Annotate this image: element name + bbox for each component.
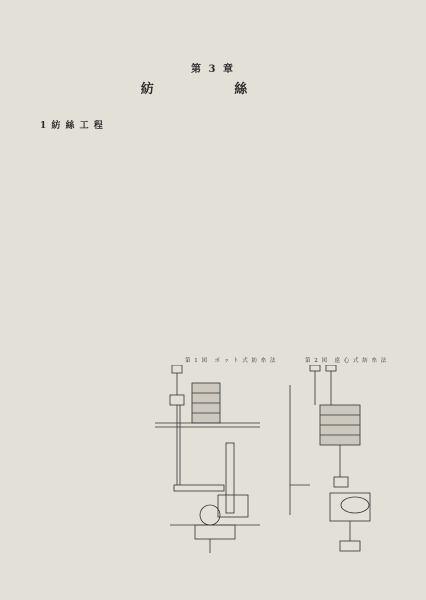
left-line — [36, 233, 208, 242]
right-line — [218, 141, 394, 150]
chapter-label: 第 3 章 — [191, 64, 235, 75]
left-line — [36, 243, 208, 252]
left-line — [36, 290, 208, 299]
left_bottom-line — [36, 391, 118, 400]
right-line — [218, 244, 394, 253]
right-line — [218, 132, 394, 141]
left-line — [36, 346, 208, 355]
left_bottom-line — [36, 428, 118, 437]
right-line — [218, 169, 394, 178]
left_bottom_2-line — [36, 529, 166, 538]
left-line — [36, 149, 208, 158]
left-line — [36, 186, 208, 195]
figure-1-caption: 第 1 図 ポ ッ ト 式 紡 糸 法 — [185, 358, 277, 364]
right-line — [218, 273, 394, 282]
body-text-left-column — [36, 130, 208, 365]
figure-1-pot-spinning-diagram — [150, 365, 270, 555]
left_bottom_2-line — [36, 519, 166, 528]
body-text-left-bottom — [36, 510, 166, 595]
right-line — [218, 329, 394, 338]
left_bottom-line — [36, 475, 118, 484]
left-line — [36, 177, 208, 186]
left_bottom-line — [36, 485, 118, 494]
left-line — [36, 215, 208, 224]
body-text-right-column — [218, 113, 394, 357]
left-line — [36, 139, 208, 148]
right-line — [218, 320, 394, 329]
left_bottom-line — [36, 381, 118, 390]
right-line — [218, 226, 394, 235]
right-line — [218, 301, 394, 310]
left-line — [36, 308, 208, 317]
left_bottom-line — [36, 372, 118, 381]
right-line — [218, 216, 394, 225]
right-line — [218, 179, 394, 188]
left_bottom_2-line — [36, 510, 166, 519]
left-line — [36, 158, 208, 167]
left_bottom-line — [36, 466, 118, 475]
left_bottom-line — [36, 494, 118, 503]
right-line — [218, 235, 394, 244]
left_bottom-line — [36, 410, 118, 419]
figure-2-caption: 第 2 図 遠 心 式 紡 糸 法 — [305, 358, 388, 364]
left_bottom_2-line — [36, 576, 166, 585]
left-line — [36, 299, 208, 308]
left-line — [36, 252, 208, 261]
left_bottom_2-line — [36, 566, 166, 575]
section-heading: 1 紡 絲 工 程 — [40, 121, 104, 131]
left_bottom-line — [36, 438, 118, 447]
left-line — [36, 355, 208, 364]
left-line — [36, 280, 208, 289]
left_bottom-line — [36, 447, 118, 456]
right-line — [218, 263, 394, 272]
left_bottom-line — [36, 400, 118, 409]
right-line — [218, 254, 394, 263]
left-line — [36, 337, 208, 346]
left-line — [36, 318, 208, 327]
left_bottom_2-line — [36, 538, 166, 547]
figure-2-centrifugal-spinning-diagram — [270, 365, 390, 555]
left_bottom-line — [36, 419, 118, 428]
right-line — [218, 282, 394, 291]
right-line — [218, 338, 394, 347]
left-line — [36, 130, 208, 139]
left-line — [36, 196, 208, 205]
right-line — [218, 207, 394, 216]
right-line — [218, 198, 394, 207]
left_bottom-line — [36, 457, 118, 466]
left-line — [36, 261, 208, 270]
right-line — [218, 122, 394, 131]
left-line — [36, 224, 208, 233]
right-line — [218, 188, 394, 197]
right-line — [218, 310, 394, 319]
right-line — [218, 151, 394, 160]
left_bottom_2-line — [36, 548, 166, 557]
left_bottom_2-line — [36, 557, 166, 566]
right-line — [218, 291, 394, 300]
left-line — [36, 327, 208, 336]
left-line — [36, 205, 208, 214]
left-line — [36, 168, 208, 177]
right-line — [218, 160, 394, 169]
left-line — [36, 271, 208, 280]
chapter-title: 紡 絲 — [140, 82, 286, 97]
left_bottom_2-line — [36, 585, 166, 594]
body-text-left-lower — [36, 372, 118, 503]
right-line — [218, 113, 394, 122]
